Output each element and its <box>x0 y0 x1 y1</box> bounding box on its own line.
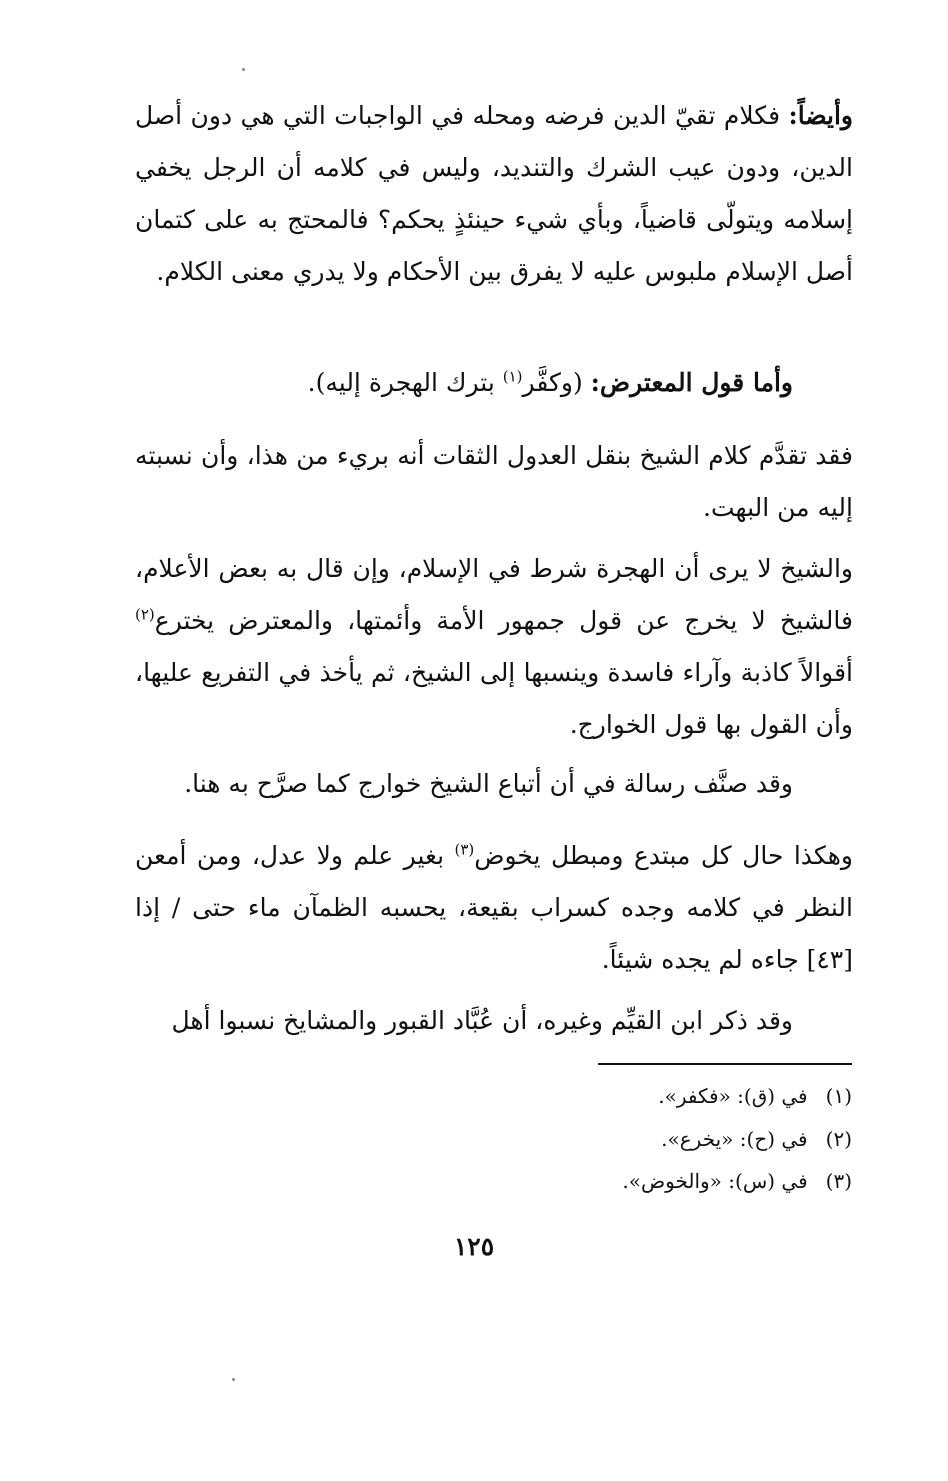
footnote-ref-2[interactable]: (٢) <box>135 605 155 624</box>
footnote-divider <box>598 1063 852 1065</box>
paragraph-4-part2: أقوالاً كاذبة وآراء فاسدة وينسبها إلى الشيخ، ثم يأخذ في التفريع عليها، وأن القول بها قول الخوارج. <box>135 658 853 739</box>
paragraph-7-body: وقد ذكر ابن القيِّم وغيره، أن عُبَّاد القبور والمشايخ نسبوا أهل <box>171 1006 793 1035</box>
paragraph-6 <box>135 830 853 986</box>
footnote-3 <box>622 1166 852 1196</box>
paragraph-3 <box>135 430 853 534</box>
paragraph-6-part2: بغير علم ولا عدل، ومن أمعن النظر في كلامه وجده كسراب بقيعة، يحسبه الظمآن ماء حتى / إذا <box>135 841 853 922</box>
footnote-3-text: في (س): «والخوض». <box>622 1169 808 1193</box>
paragraph-6-part1: وهكذا حال كل مبتدع ومبطل يخوض <box>474 841 853 870</box>
paragraph-1-lead: وأيضاً: <box>788 101 853 130</box>
footnote-ref-1[interactable]: (١) <box>502 367 523 386</box>
footnote-1 <box>658 1081 852 1111</box>
paragraph-4 <box>135 543 853 751</box>
footnote-1-number: (١) <box>825 1084 852 1108</box>
paragraph-6-part3: جاءه لم يجده شيئاً. <box>601 945 799 974</box>
paragraph-4-part1: والشيخ لا يرى أن الهجرة شرط في الإسلام، وإن قال به بعض الأعلام، فالشيخ لا يخرج عن قول جمهور الأمة وأئمتها، والمعترض يخترع <box>135 554 853 635</box>
scan-speck <box>232 1378 235 1381</box>
paragraph-2-quote-start: (وكفَّر <box>522 368 583 397</box>
paragraph-2-lead: وأما قول المعترض: <box>590 368 793 397</box>
footnote-1-text: في (ق): «فكفر». <box>658 1084 808 1108</box>
scan-speck <box>242 68 245 71</box>
paragraph-2-quote-end: بترك الهجرة إليه). <box>307 368 495 397</box>
footnote-3-number: (٣) <box>825 1169 852 1193</box>
footnote-2-text: في (ح): «يخرع». <box>661 1127 808 1151</box>
paragraph-3-body: فقد تقدَّم كلام الشيخ بنقل العدول الثقات أنه بريء من هذا، وأن نسبته إليه من البهت. <box>135 441 853 522</box>
page-number: ١٢٥ <box>453 1232 495 1261</box>
paragraph-1 <box>135 90 853 298</box>
page-marker: [٤٣] <box>806 945 853 974</box>
paragraph-5 <box>135 758 793 810</box>
paragraph-2 <box>135 357 793 409</box>
paragraph-7 <box>135 995 793 1047</box>
footnote-2-number: (٢) <box>825 1127 852 1151</box>
footnote-ref-3[interactable]: (٣) <box>454 840 475 859</box>
footnote-2 <box>661 1124 852 1154</box>
paragraph-1-body: فكلام تقيّ الدين فرضه ومحله في الواجبات التي هي دون أصل الدين، ودون عيب الشرك والتنديد، وليس في كلامه أن الرجل يخفي إسلامه ويتولّى قاضياً، وبأي شيء حينئذٍ يحكم؟ فالمحتج به على كتمان أصل الإسلام ملبوس عليه لا يفرق بين الأحكام ولا يدري معنى الكلام. <box>135 101 853 286</box>
paragraph-5-body: وقد صنَّف رسالة في أن أتباع الشيخ خوارج كما صرَّح به هنا. <box>184 769 793 798</box>
